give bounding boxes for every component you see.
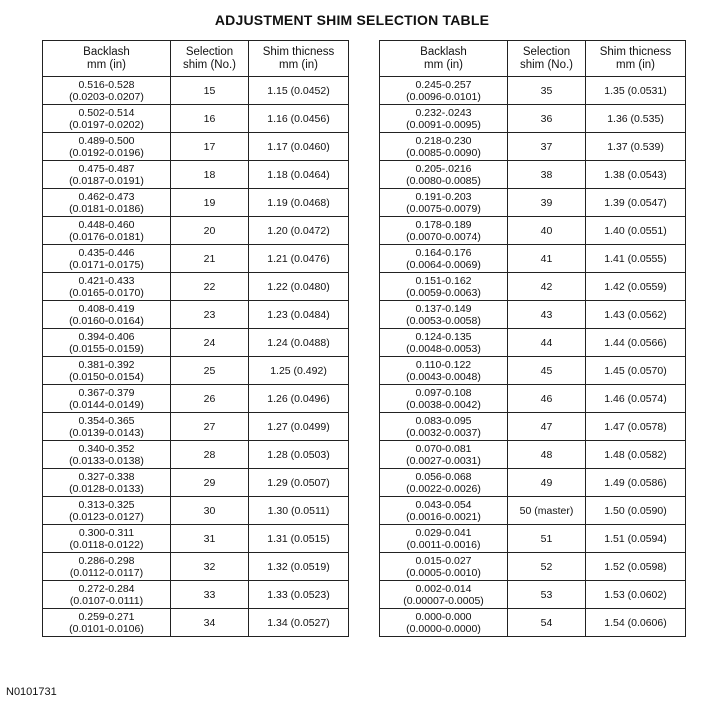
table-row [43, 105, 349, 133]
shim-thickness-cell: 1.30 (0.0511) [249, 497, 349, 525]
backlash-mm: 0.164-0.176 [415, 246, 472, 259]
backlash-cell [380, 609, 508, 637]
selection-shim-cell: 29 [171, 469, 249, 497]
table-row [380, 525, 686, 553]
shim-thickness-cell: 1.26 (0.0496) [249, 385, 349, 413]
backlash-mm: 0.367-0.379 [78, 386, 135, 399]
backlash-mm: 0.015-0.027 [415, 554, 472, 567]
backlash-in: (0.0203-0.0207) [69, 90, 144, 103]
table-row [43, 581, 349, 609]
selection-shim-cell: 22 [171, 273, 249, 301]
shim-thickness-cell: 1.20 (0.0472) [249, 217, 349, 245]
backlash-cell [380, 77, 508, 105]
backlash-mm: 0.489-0.500 [78, 134, 135, 147]
backlash-mm: 0.043-0.054 [415, 498, 472, 511]
header-line: mm (in) [616, 58, 655, 71]
backlash-mm: 0.475-0.487 [78, 162, 135, 175]
backlash-cell [380, 525, 508, 553]
backlash-mm: 0.097-0.108 [415, 386, 472, 399]
selection-shim-cell: 37 [508, 133, 586, 161]
backlash-mm: 0.286-0.298 [78, 554, 135, 567]
backlash-mm: 0.313-0.325 [78, 498, 135, 511]
backlash-in: (0.0096-0.0101) [406, 90, 481, 103]
backlash-cell [43, 189, 171, 217]
header-backlash [380, 41, 508, 77]
table-row [43, 357, 349, 385]
backlash-cell [380, 413, 508, 441]
shim-thickness-cell: 1.42 (0.0559) [586, 273, 686, 301]
page-title: ADJUSTMENT SHIM SELECTION TABLE [214, 12, 490, 28]
backlash-cell [43, 133, 171, 161]
header-line: Shim thicness [262, 45, 335, 58]
backlash-cell [43, 497, 171, 525]
backlash-in: (0.0048-0.0053) [406, 342, 481, 355]
selection-shim-cell: 20 [171, 217, 249, 245]
backlash-mm: 0.137-0.149 [415, 302, 472, 315]
table-row [43, 609, 349, 637]
shim-thickness-cell: 1.21 (0.0476) [249, 245, 349, 273]
shim-thickness-cell: 1.48 (0.0582) [586, 441, 686, 469]
backlash-mm: 0.191-0.203 [415, 190, 472, 203]
selection-shim-cell: 34 [171, 609, 249, 637]
backlash-in: (0.0101-0.0106) [69, 622, 144, 635]
shim-thickness-cell: 1.25 (0.492) [249, 357, 349, 385]
selection-shim-cell: 41 [508, 245, 586, 273]
backlash-in: (0.0192-0.0196) [69, 146, 144, 159]
shim-thickness-cell: 1.43 (0.0562) [586, 301, 686, 329]
backlash-cell [43, 609, 171, 637]
backlash-in: (0.0080-0.0085) [406, 174, 481, 187]
shim-thickness-cell: 1.18 (0.0464) [249, 161, 349, 189]
selection-shim-cell: 23 [171, 301, 249, 329]
backlash-in: (0.0165-0.0170) [69, 286, 144, 299]
selection-shim-cell: 38 [508, 161, 586, 189]
backlash-mm: 0.000-0.000 [415, 610, 472, 623]
header-shim-thickness [586, 41, 686, 77]
header-line: Shim thicness [599, 45, 672, 58]
table-row [43, 273, 349, 301]
table-row [43, 525, 349, 553]
header-row [43, 41, 349, 77]
shim-thickness-cell: 1.52 (0.0598) [586, 553, 686, 581]
shim-thickness-cell: 1.34 (0.0527) [249, 609, 349, 637]
backlash-in: (0.0005-0.0010) [406, 566, 481, 579]
backlash-cell [43, 581, 171, 609]
table-row [380, 385, 686, 413]
shim-thickness-cell: 1.27 (0.0499) [249, 413, 349, 441]
backlash-in: (0.0064-0.0069) [406, 258, 481, 271]
table-body-left [43, 77, 349, 637]
backlash-in: (0.0144-0.0149) [69, 398, 144, 411]
header-line: mm (in) [424, 58, 463, 71]
selection-shim-cell: 48 [508, 441, 586, 469]
header-selection-shim [171, 41, 249, 77]
table-row [43, 189, 349, 217]
selection-shim-cell: 33 [171, 581, 249, 609]
backlash-cell [43, 245, 171, 273]
shim-thickness-cell: 1.38 (0.0543) [586, 161, 686, 189]
table-row [380, 469, 686, 497]
backlash-cell [380, 469, 508, 497]
backlash-mm: 0.083-0.095 [415, 414, 472, 427]
backlash-in: (0.0070-0.0074) [406, 230, 481, 243]
backlash-cell [380, 273, 508, 301]
selection-shim-cell: 40 [508, 217, 586, 245]
backlash-in: (0.0181-0.0186) [69, 202, 144, 215]
backlash-cell [380, 217, 508, 245]
backlash-mm: 0.178-0.189 [415, 218, 472, 231]
backlash-in: (0.0011-0.0016) [406, 538, 481, 551]
backlash-in: (0.0085-0.0090) [406, 146, 481, 159]
shim-thickness-cell: 1.37 (0.539) [586, 133, 686, 161]
shim-thickness-cell: 1.53 (0.0602) [586, 581, 686, 609]
selection-shim-cell: 30 [171, 497, 249, 525]
shim-thickness-cell: 1.19 (0.0468) [249, 189, 349, 217]
backlash-cell [43, 553, 171, 581]
backlash-in: (0.0091-0.0095) [406, 118, 481, 131]
backlash-cell [380, 189, 508, 217]
backlash-mm: 0.381-0.392 [78, 358, 135, 371]
table-row [43, 441, 349, 469]
backlash-cell [43, 413, 171, 441]
backlash-cell [380, 329, 508, 357]
backlash-in: (0.0123-0.0127) [69, 510, 144, 523]
shim-thickness-cell: 1.31 (0.0515) [249, 525, 349, 553]
table-row [43, 553, 349, 581]
backlash-in: (0.0032-0.0037) [406, 426, 481, 439]
backlash-in: (0.0176-0.0181) [69, 230, 144, 243]
table-row [380, 105, 686, 133]
backlash-mm: 0.327-0.338 [78, 470, 135, 483]
shim-thickness-cell: 1.29 (0.0507) [249, 469, 349, 497]
backlash-mm: 0.245-0.257 [415, 78, 472, 91]
selection-shim-cell: 52 [508, 553, 586, 581]
backlash-mm: 0.232-.0243 [415, 106, 472, 119]
selection-shim-cell: 46 [508, 385, 586, 413]
backlash-cell [43, 385, 171, 413]
selection-shim-cell: 53 [508, 581, 586, 609]
shim-thickness-cell: 1.28 (0.0503) [249, 441, 349, 469]
backlash-cell [43, 357, 171, 385]
backlash-cell [43, 77, 171, 105]
table-row [380, 161, 686, 189]
backlash-cell [380, 161, 508, 189]
backlash-in: (0.0118-0.0122) [69, 538, 144, 551]
backlash-cell [380, 497, 508, 525]
backlash-in: (0.0027-0.0031) [406, 454, 481, 467]
backlash-in: (0.0128-0.0133) [69, 482, 144, 495]
selection-shim-cell: 49 [508, 469, 586, 497]
selection-shim-cell: 26 [171, 385, 249, 413]
shim-table-left [42, 40, 349, 637]
table-row [380, 413, 686, 441]
backlash-in: (0.0107-0.0111) [69, 594, 144, 607]
selection-shim-cell: 39 [508, 189, 586, 217]
table-row [380, 441, 686, 469]
shim-thickness-cell: 1.16 (0.0456) [249, 105, 349, 133]
header-selection-shim [508, 41, 586, 77]
backlash-cell [380, 245, 508, 273]
backlash-in: (0.0171-0.0175) [69, 258, 144, 271]
table-body-right [380, 77, 686, 637]
table-row [43, 329, 349, 357]
selection-shim-cell: 47 [508, 413, 586, 441]
backlash-cell [380, 385, 508, 413]
backlash-mm: 0.056-0.068 [415, 470, 472, 483]
header-shim-thickness [249, 41, 349, 77]
table-row [380, 553, 686, 581]
table-row [380, 329, 686, 357]
shim-thickness-cell: 1.39 (0.0547) [586, 189, 686, 217]
backlash-in: (0.00007-0.0005) [403, 594, 484, 607]
header-line: Selection [185, 45, 234, 58]
backlash-cell [380, 301, 508, 329]
backlash-mm: 0.435-0.446 [78, 246, 135, 259]
selection-shim-cell: 54 [508, 609, 586, 637]
shim-thickness-cell: 1.24 (0.0488) [249, 329, 349, 357]
shim-thickness-cell: 1.36 (0.535) [586, 105, 686, 133]
selection-shim-cell: 43 [508, 301, 586, 329]
selection-shim-cell: 32 [171, 553, 249, 581]
backlash-in: (0.0075-0.0079) [406, 202, 481, 215]
backlash-mm: 0.002-0.014 [415, 582, 472, 595]
shim-thickness-cell: 1.51 (0.0594) [586, 525, 686, 553]
backlash-in: (0.0038-0.0042) [406, 398, 481, 411]
header-line: mm (in) [279, 58, 318, 71]
table-row [43, 385, 349, 413]
table-row [43, 217, 349, 245]
table-row [43, 413, 349, 441]
backlash-in: (0.0155-0.0159) [69, 342, 144, 355]
backlash-mm: 0.070-0.081 [415, 442, 472, 455]
table-row [43, 161, 349, 189]
table-row [380, 245, 686, 273]
header-row [380, 41, 686, 77]
shim-thickness-cell: 1.15 (0.0452) [249, 77, 349, 105]
backlash-cell [43, 161, 171, 189]
backlash-cell [43, 525, 171, 553]
backlash-mm: 0.408-0.419 [78, 302, 135, 315]
shim-thickness-cell: 1.40 (0.0551) [586, 217, 686, 245]
header-line: mm (in) [87, 58, 126, 71]
backlash-mm: 0.029-0.041 [415, 526, 472, 539]
backlash-in: (0.0197-0.0202) [69, 118, 144, 131]
table-row [43, 497, 349, 525]
figure-id: N0101731 [6, 686, 57, 698]
backlash-in: (0.0053-0.0058) [406, 314, 481, 327]
backlash-mm: 0.218-0.230 [415, 134, 472, 147]
backlash-in: (0.0112-0.0117) [69, 566, 144, 579]
table-row [43, 133, 349, 161]
backlash-mm: 0.340-0.352 [78, 442, 135, 455]
table-row [43, 301, 349, 329]
backlash-cell [43, 441, 171, 469]
backlash-mm: 0.421-0.433 [78, 274, 135, 287]
table-row [380, 77, 686, 105]
selection-shim-cell: 15 [171, 77, 249, 105]
backlash-mm: 0.110-0.122 [415, 358, 472, 371]
backlash-mm: 0.124-0.135 [415, 330, 472, 343]
backlash-cell [43, 469, 171, 497]
backlash-mm: 0.300-0.311 [78, 526, 135, 539]
selection-shim-cell: 16 [171, 105, 249, 133]
selection-shim-cell: 51 [508, 525, 586, 553]
table-row [380, 609, 686, 637]
selection-shim-cell: 44 [508, 329, 586, 357]
backlash-in: (0.0133-0.0138) [69, 454, 144, 467]
backlash-in: (0.0150-0.0154) [69, 370, 144, 383]
header-backlash [43, 41, 171, 77]
backlash-cell [43, 273, 171, 301]
backlash-in: (0.0043-0.0048) [406, 370, 481, 383]
selection-shim-cell: 18 [171, 161, 249, 189]
backlash-mm: 0.516-0.528 [78, 78, 135, 91]
selection-shim-cell: 17 [171, 133, 249, 161]
table-row [380, 133, 686, 161]
selection-shim-cell: 27 [171, 413, 249, 441]
shim-thickness-cell: 1.46 (0.0574) [586, 385, 686, 413]
shim-thickness-cell: 1.22 (0.0480) [249, 273, 349, 301]
backlash-mm: 0.205-.0216 [415, 162, 472, 175]
table-row [43, 77, 349, 105]
table-row [380, 273, 686, 301]
selection-shim-cell: 35 [508, 77, 586, 105]
backlash-cell [380, 581, 508, 609]
table-row [380, 217, 686, 245]
selection-shim-cell: 36 [508, 105, 586, 133]
backlash-cell [43, 105, 171, 133]
table-row [380, 189, 686, 217]
table-row [380, 581, 686, 609]
backlash-mm: 0.448-0.460 [78, 218, 135, 231]
backlash-mm: 0.259-0.271 [78, 610, 135, 623]
header-line: shim (No.) [182, 58, 237, 71]
header-line: Backlash [83, 45, 130, 58]
shim-thickness-cell: 1.17 (0.0460) [249, 133, 349, 161]
backlash-cell [43, 329, 171, 357]
shim-thickness-cell: 1.49 (0.0586) [586, 469, 686, 497]
selection-shim-cell: 31 [171, 525, 249, 553]
shim-thickness-cell: 1.47 (0.0578) [586, 413, 686, 441]
table-row [380, 301, 686, 329]
backlash-mm: 0.502-0.514 [78, 106, 135, 119]
header-line: Selection [522, 45, 571, 58]
backlash-in: (0.0000-0.0000) [406, 622, 481, 635]
backlash-in: (0.0187-0.0191) [69, 174, 144, 187]
backlash-mm: 0.394-0.406 [78, 330, 135, 343]
shim-thickness-cell: 1.54 (0.0606) [586, 609, 686, 637]
shim-thickness-cell: 1.23 (0.0484) [249, 301, 349, 329]
shim-thickness-cell: 1.33 (0.0523) [249, 581, 349, 609]
header-line: shim (No.) [519, 58, 574, 71]
shim-thickness-cell: 1.44 (0.0566) [586, 329, 686, 357]
selection-shim-cell: 42 [508, 273, 586, 301]
backlash-cell [43, 217, 171, 245]
shim-table-right [379, 40, 686, 637]
backlash-mm: 0.151-0.162 [415, 274, 472, 287]
backlash-cell [380, 357, 508, 385]
backlash-in: (0.0139-0.0143) [69, 426, 144, 439]
shim-thickness-cell: 1.41 (0.0555) [586, 245, 686, 273]
backlash-cell [380, 105, 508, 133]
selection-shim-cell: 25 [171, 357, 249, 385]
table-row [380, 497, 686, 525]
table-row [43, 469, 349, 497]
shim-thickness-cell: 1.32 (0.0519) [249, 553, 349, 581]
backlash-in: (0.0022-0.0026) [406, 482, 481, 495]
backlash-cell [380, 553, 508, 581]
backlash-mm: 0.462-0.473 [78, 190, 135, 203]
table-row [43, 245, 349, 273]
backlash-mm: 0.354-0.365 [78, 414, 135, 427]
shim-thickness-cell: 1.35 (0.0531) [586, 77, 686, 105]
backlash-mm: 0.272-0.284 [78, 582, 135, 595]
header-line: Backlash [420, 45, 467, 58]
backlash-in: (0.0160-0.0164) [69, 314, 144, 327]
backlash-in: (0.0059-0.0063) [406, 286, 481, 299]
backlash-cell [380, 441, 508, 469]
shim-thickness-cell: 1.50 (0.0590) [586, 497, 686, 525]
selection-shim-cell: 21 [171, 245, 249, 273]
selection-shim-cell: 24 [171, 329, 249, 357]
backlash-cell [380, 133, 508, 161]
backlash-in: (0.0016-0.0021) [406, 510, 481, 523]
selection-shim-cell: 28 [171, 441, 249, 469]
backlash-cell [43, 301, 171, 329]
selection-shim-cell: 50 (master) [508, 497, 586, 525]
shim-thickness-cell: 1.45 (0.0570) [586, 357, 686, 385]
selection-shim-cell: 19 [171, 189, 249, 217]
selection-shim-cell: 45 [508, 357, 586, 385]
table-row [380, 357, 686, 385]
